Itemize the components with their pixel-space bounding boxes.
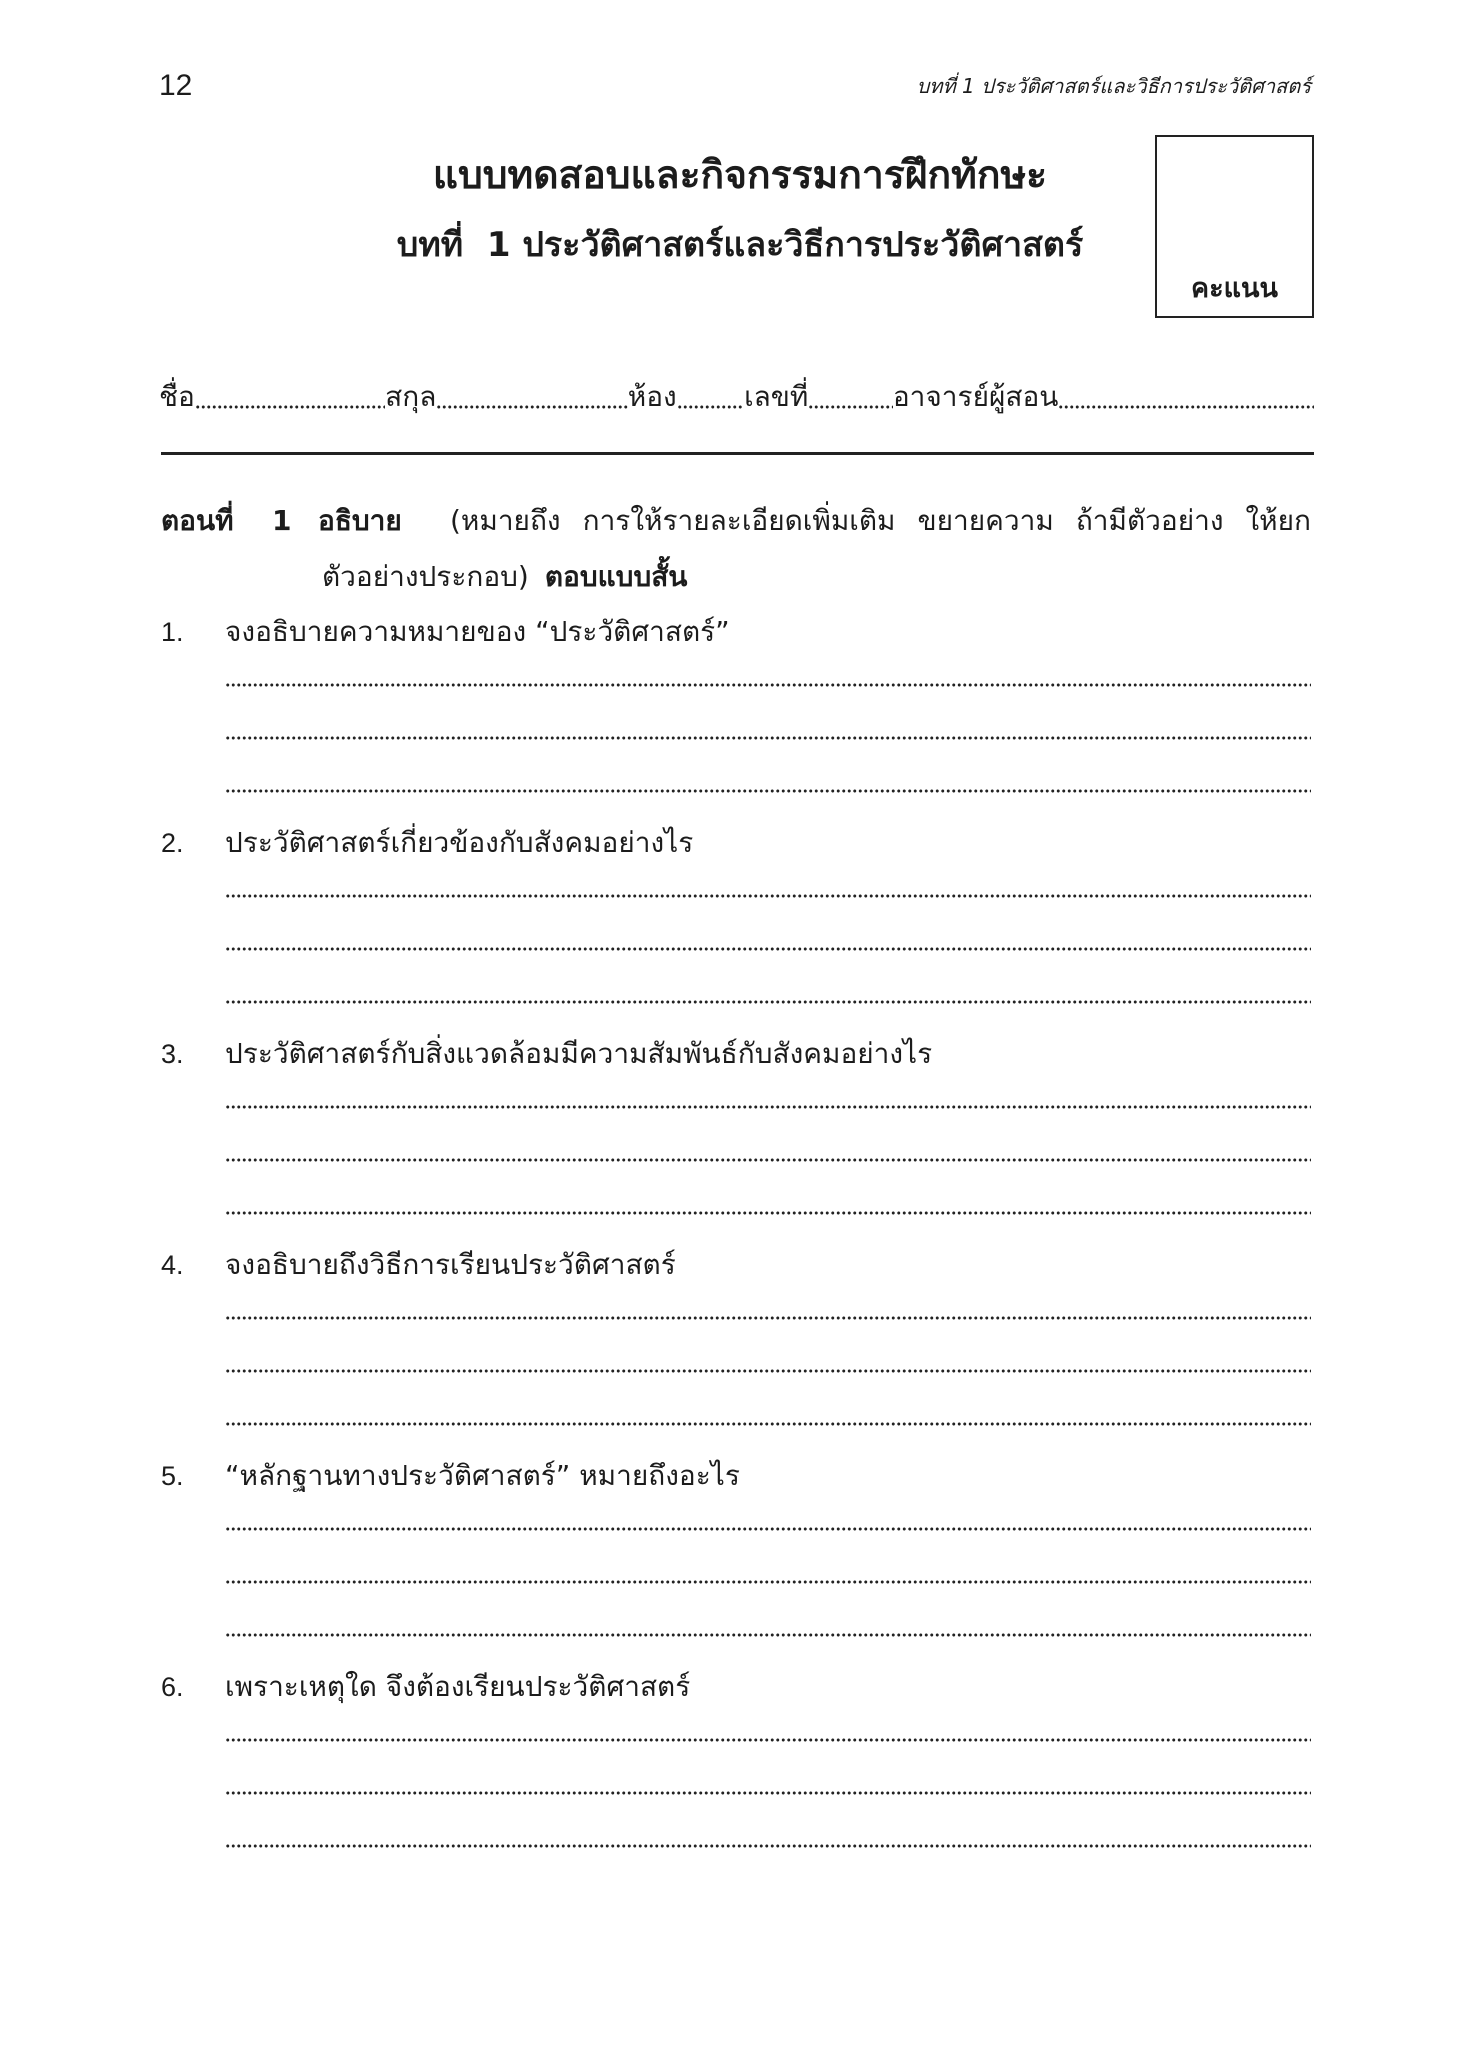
answer-line xyxy=(225,1162,1311,1215)
answer-area xyxy=(225,863,1311,1004)
question-item xyxy=(161,1667,1311,1878)
answer-line xyxy=(225,740,1311,793)
question-text: ประวัติศาสตร์เกี่ยวข้องกับสังคมอย่างไร xyxy=(225,826,694,859)
question-item xyxy=(161,1034,1311,1245)
answer-area xyxy=(225,1074,1311,1215)
score-box xyxy=(1155,135,1314,318)
room-label: ห้อง xyxy=(627,380,677,413)
question-header xyxy=(161,612,1311,652)
worksheet-title: แบบทดสอบและกิจกรรมการฝึกทักษะ xyxy=(432,153,1048,198)
answer-line xyxy=(225,687,1311,740)
question-header xyxy=(161,1245,1311,1285)
question-item xyxy=(161,1245,1311,1456)
answer-line xyxy=(225,1109,1311,1162)
question-item xyxy=(161,612,1311,823)
student-number-label: เลขที่ xyxy=(744,380,809,413)
answer-line xyxy=(225,1795,1311,1848)
question-number: 4. xyxy=(161,1250,184,1280)
answer-area xyxy=(225,1707,1311,1848)
score-label: คะแนน xyxy=(1191,273,1278,304)
question-item xyxy=(161,1456,1311,1667)
question-header xyxy=(161,1667,1311,1707)
answer-format: ตอบแบบสั้น xyxy=(544,560,688,593)
answer-line xyxy=(225,1531,1311,1584)
answer-line xyxy=(225,1707,1311,1742)
question-text: จงอธิบายถึงวิธีการเรียนประวัติศาสตร์ xyxy=(225,1248,676,1281)
question-list xyxy=(161,612,1311,1878)
name-fill-line xyxy=(195,377,385,417)
answer-line xyxy=(225,1373,1311,1426)
question-number: 2. xyxy=(161,828,184,858)
question-text: ประวัติศาสตร์กับสิ่งแวดล้อมมีความสัมพันธ์กับสังคมอย่างไร xyxy=(225,1037,933,1070)
section-label: ตอนที่ xyxy=(161,504,234,537)
student-number-fill-line xyxy=(808,377,892,417)
answer-line xyxy=(225,1074,1311,1109)
section-number: 1 xyxy=(272,504,292,537)
section-instruction-continued xyxy=(322,557,687,597)
teacher-label: อาจารย์ผู้สอน xyxy=(892,380,1059,413)
teacher-fill-line xyxy=(1058,377,1314,417)
section-title: อธิบาย xyxy=(318,504,402,537)
divider-line xyxy=(161,452,1314,455)
running-header: บทที่ 1 ประวัติศาสตร์และวิธีการประวัติศาสตร์ xyxy=(916,74,1311,98)
answer-line xyxy=(225,1742,1311,1795)
question-item xyxy=(161,823,1311,1034)
room-fill-line xyxy=(677,377,744,417)
answer-line xyxy=(225,951,1311,1004)
answer-area xyxy=(225,1496,1311,1637)
answer-area xyxy=(225,652,1311,793)
question-text: จงอธิบายความหมายของ “ประวัติศาสตร์” xyxy=(225,615,730,648)
section-instruction-end: ตัวอย่างประกอบ) xyxy=(322,560,529,593)
question-number: 3. xyxy=(161,1039,184,1069)
question-text: “หลักฐานทางประวัติศาสตร์” หมายถึงอะไร xyxy=(225,1459,740,1492)
question-header xyxy=(161,1456,1311,1496)
answer-line xyxy=(225,1496,1311,1531)
question-number: 1. xyxy=(161,617,184,647)
surname-label: สกุล xyxy=(385,380,437,413)
question-header xyxy=(161,1034,1311,1074)
question-number: 5. xyxy=(161,1461,184,1491)
answer-line xyxy=(225,1320,1311,1373)
question-header xyxy=(161,823,1311,863)
answer-line xyxy=(225,652,1311,687)
answer-line xyxy=(225,1285,1311,1320)
student-info-row xyxy=(159,377,1314,417)
answer-line xyxy=(225,1584,1311,1637)
chapter-title: บทที่ 1 ประวัติศาสตร์และวิธีการประวัติศาสตร์ xyxy=(396,225,1084,265)
answer-line xyxy=(225,863,1311,898)
page-number: 12 xyxy=(159,69,193,102)
surname-fill-line xyxy=(436,377,627,417)
answer-line xyxy=(225,898,1311,951)
question-number: 6. xyxy=(161,1672,184,1702)
question-text: เพราะเหตุใด จึงต้องเรียนประวัติศาสตร์ xyxy=(225,1670,691,1703)
section-instruction: (หมายถึง การให้รายละเอียดเพิ่มเติม ขยายความ ถ้ามีตัวอย่าง ให้ยก xyxy=(450,504,1311,537)
answer-area xyxy=(225,1285,1311,1426)
name-label: ชื่อ xyxy=(159,380,195,413)
